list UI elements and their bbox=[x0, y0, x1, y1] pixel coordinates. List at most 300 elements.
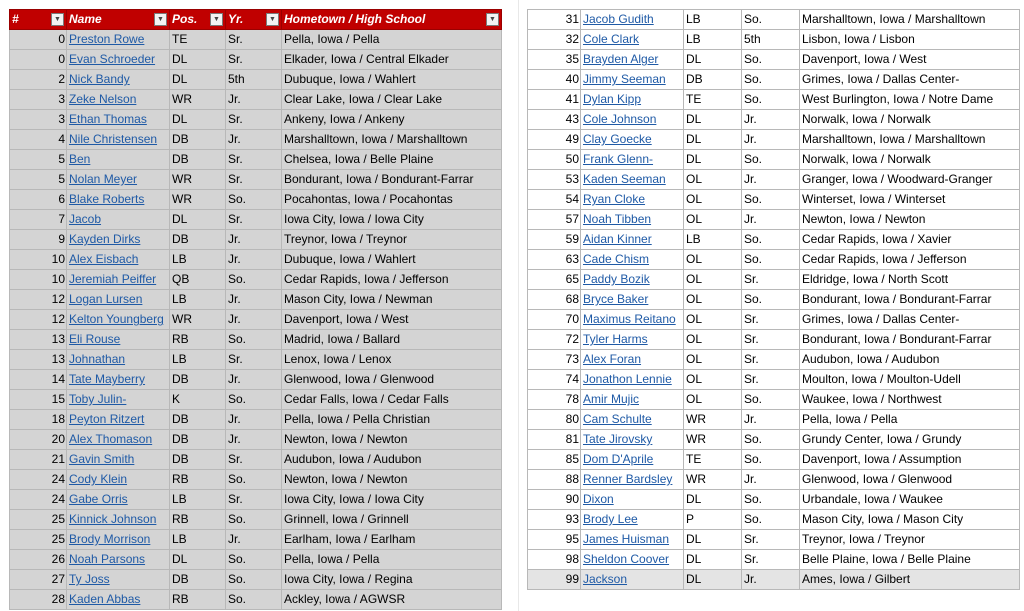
cell-number[interactable]: 31 bbox=[528, 10, 581, 30]
cell-year[interactable]: Jr. bbox=[742, 470, 800, 490]
cell-position[interactable]: DL bbox=[684, 530, 742, 550]
player-name-link[interactable]: Tate Jirovsky bbox=[583, 432, 653, 446]
player-name-link[interactable]: Tate Mayberry bbox=[69, 372, 146, 386]
cell-year[interactable]: 5th bbox=[226, 70, 282, 90]
cell-number[interactable]: 13 bbox=[10, 350, 67, 370]
cell-hometown[interactable]: West Burlington, Iowa / Notre Dame bbox=[800, 90, 1020, 110]
cell-number[interactable]: 49 bbox=[528, 130, 581, 150]
cell-number[interactable]: 59 bbox=[528, 230, 581, 250]
player-name-link[interactable]: Amir Mujic bbox=[583, 392, 639, 406]
cell-position[interactable]: DL bbox=[170, 70, 226, 90]
cell-position[interactable]: DB bbox=[170, 230, 226, 250]
cell-hometown[interactable]: Marshalltown, Iowa / Marshalltown bbox=[800, 10, 1020, 30]
cell-year[interactable]: So. bbox=[226, 190, 282, 210]
cell-year[interactable]: Sr. bbox=[226, 50, 282, 70]
cell-position[interactable]: K bbox=[170, 390, 226, 410]
cell-name[interactable] bbox=[581, 150, 684, 170]
cell-position[interactable]: LB bbox=[170, 530, 226, 550]
cell-position[interactable]: RB bbox=[170, 330, 226, 350]
cell-hometown[interactable]: Eldridge, Iowa / North Scott bbox=[800, 270, 1020, 290]
cell-number[interactable]: 43 bbox=[528, 110, 581, 130]
cell-hometown[interactable]: Norwalk, Iowa / Norwalk bbox=[800, 110, 1020, 130]
cell-year[interactable]: Sr. bbox=[742, 370, 800, 390]
cell-year[interactable]: Sr. bbox=[742, 310, 800, 330]
cell-year[interactable]: So. bbox=[742, 230, 800, 250]
cell-position[interactable]: DB bbox=[170, 430, 226, 450]
player-name-link[interactable]: Dixon bbox=[583, 492, 614, 506]
cell-name[interactable] bbox=[67, 350, 170, 370]
header-number[interactable]: # ▼ bbox=[10, 10, 67, 30]
player-name-link[interactable]: Ben bbox=[69, 152, 91, 166]
player-name-link[interactable]: Aidan Kinner bbox=[583, 232, 652, 246]
cell-number[interactable]: 32 bbox=[528, 30, 581, 50]
cell-year[interactable]: So. bbox=[742, 430, 800, 450]
cell-name[interactable] bbox=[581, 70, 684, 90]
cell-year[interactable]: Jr. bbox=[226, 90, 282, 110]
cell-year[interactable]: Sr. bbox=[226, 350, 282, 370]
cell-name[interactable] bbox=[581, 10, 684, 30]
cell-number[interactable]: 72 bbox=[528, 330, 581, 350]
cell-hometown[interactable]: Mason City, Iowa / Newman bbox=[282, 290, 502, 310]
cell-number[interactable]: 12 bbox=[10, 290, 67, 310]
cell-year[interactable]: Sr. bbox=[226, 110, 282, 130]
player-name-link[interactable]: Nolan Meyer bbox=[69, 172, 138, 186]
player-name-link[interactable]: Tyler Harms bbox=[583, 332, 648, 346]
cell-hometown[interactable]: Lisbon, Iowa / Lisbon bbox=[800, 30, 1020, 50]
player-name-link[interactable]: Gavin Smith bbox=[69, 452, 135, 466]
cell-name[interactable] bbox=[67, 130, 170, 150]
cell-position[interactable]: OL bbox=[684, 330, 742, 350]
cell-position[interactable]: DB bbox=[170, 370, 226, 390]
cell-year[interactable]: Jr. bbox=[226, 430, 282, 450]
cell-hometown[interactable]: Ankeny, Iowa / Ankeny bbox=[282, 110, 502, 130]
filter-active-icon[interactable]: ▼ bbox=[486, 13, 499, 26]
cell-number[interactable]: 28 bbox=[10, 590, 67, 610]
cell-position[interactable]: LB bbox=[684, 230, 742, 250]
cell-hometown[interactable]: Dubuque, Iowa / Wahlert bbox=[282, 250, 502, 270]
player-name-link[interactable]: Cole Johnson bbox=[583, 112, 657, 126]
player-name-link[interactable]: Alex Foran bbox=[583, 352, 642, 366]
cell-position[interactable]: OL bbox=[684, 310, 742, 330]
cell-hometown[interactable]: Pella, Iowa / Pella bbox=[282, 30, 502, 50]
player-name-link[interactable]: Frank Glenn- bbox=[583, 152, 654, 166]
player-name-link[interactable]: Nick Bandy bbox=[69, 72, 130, 86]
cell-hometown[interactable]: Treynor, Iowa / Treynor bbox=[282, 230, 502, 250]
header-position[interactable]: Pos. ▼ bbox=[170, 10, 226, 30]
cell-number[interactable]: 9 bbox=[10, 230, 67, 250]
cell-position[interactable]: DL bbox=[170, 550, 226, 570]
cell-name[interactable] bbox=[581, 330, 684, 350]
cell-year[interactable]: Jr. bbox=[226, 310, 282, 330]
cell-hometown[interactable]: Lenox, Iowa / Lenox bbox=[282, 350, 502, 370]
cell-name[interactable] bbox=[581, 550, 684, 570]
cell-year[interactable]: So. bbox=[742, 390, 800, 410]
cell-position[interactable]: TE bbox=[684, 450, 742, 470]
header-hometown[interactable]: Hometown / High School ▼ bbox=[282, 10, 502, 30]
cell-hometown[interactable]: Audubon, Iowa / Audubon bbox=[282, 450, 502, 470]
player-name-link[interactable]: Noah Tibben bbox=[583, 212, 652, 226]
cell-hometown[interactable]: Elkader, Iowa / Central Elkader bbox=[282, 50, 502, 70]
player-name-link[interactable]: Toby Julin- bbox=[69, 392, 127, 406]
cell-number[interactable]: 88 bbox=[528, 470, 581, 490]
player-name-link[interactable]: Jeremiah Peiffer bbox=[69, 272, 157, 286]
cell-name[interactable] bbox=[581, 250, 684, 270]
cell-number[interactable]: 35 bbox=[528, 50, 581, 70]
player-name-link[interactable]: Johnathan bbox=[69, 352, 126, 366]
cell-number[interactable]: 41 bbox=[528, 90, 581, 110]
cell-year[interactable]: So. bbox=[742, 450, 800, 470]
cell-year[interactable]: Jr. bbox=[226, 410, 282, 430]
cell-hometown[interactable]: Treynor, Iowa / Treynor bbox=[800, 530, 1020, 550]
cell-name[interactable] bbox=[581, 190, 684, 210]
cell-name[interactable] bbox=[67, 170, 170, 190]
cell-hometown[interactable]: Grundy Center, Iowa / Grundy bbox=[800, 430, 1020, 450]
cell-hometown[interactable]: Winterset, Iowa / Winterset bbox=[800, 190, 1020, 210]
cell-year[interactable]: So. bbox=[226, 570, 282, 590]
cell-position[interactable]: DL bbox=[684, 130, 742, 150]
cell-number[interactable]: 73 bbox=[528, 350, 581, 370]
cell-number[interactable]: 21 bbox=[10, 450, 67, 470]
cell-name[interactable] bbox=[581, 310, 684, 330]
cell-name[interactable] bbox=[67, 510, 170, 530]
player-name-link[interactable]: Renner Bardsley bbox=[583, 472, 673, 486]
cell-position[interactable]: TE bbox=[170, 30, 226, 50]
cell-number[interactable]: 63 bbox=[528, 250, 581, 270]
cell-position[interactable]: QB bbox=[170, 270, 226, 290]
cell-year[interactable]: Jr. bbox=[226, 530, 282, 550]
player-name-link[interactable]: Ethan Thomas bbox=[69, 112, 147, 126]
cell-name[interactable] bbox=[67, 490, 170, 510]
header-year[interactable]: Yr. ▼ bbox=[226, 10, 282, 30]
cell-number[interactable]: 15 bbox=[10, 390, 67, 410]
cell-position[interactable]: TE bbox=[684, 90, 742, 110]
cell-hometown[interactable]: Earlham, Iowa / Earlham bbox=[282, 530, 502, 550]
cell-year[interactable]: Sr. bbox=[742, 270, 800, 290]
cell-name[interactable] bbox=[581, 430, 684, 450]
player-name-link[interactable]: Cole Clark bbox=[583, 32, 640, 46]
cell-number[interactable]: 12 bbox=[10, 310, 67, 330]
player-name-link[interactable]: Logan Lursen bbox=[69, 292, 143, 306]
cell-name[interactable] bbox=[581, 30, 684, 50]
cell-name[interactable] bbox=[67, 530, 170, 550]
cell-number[interactable]: 0 bbox=[10, 50, 67, 70]
cell-number[interactable]: 2 bbox=[10, 70, 67, 90]
cell-name[interactable] bbox=[67, 90, 170, 110]
cell-year[interactable]: Sr. bbox=[226, 150, 282, 170]
cell-name[interactable] bbox=[581, 350, 684, 370]
cell-name[interactable] bbox=[67, 210, 170, 230]
cell-name[interactable] bbox=[581, 570, 684, 590]
cell-year[interactable]: Jr. bbox=[742, 110, 800, 130]
cell-hometown[interactable]: Iowa City, Iowa / Iowa City bbox=[282, 210, 502, 230]
cell-position[interactable]: RB bbox=[170, 590, 226, 610]
cell-number[interactable]: 25 bbox=[10, 510, 67, 530]
cell-hometown[interactable]: Cedar Rapids, Iowa / Jefferson bbox=[800, 250, 1020, 270]
cell-name[interactable] bbox=[581, 470, 684, 490]
player-name-link[interactable]: Maximus Reitano bbox=[583, 312, 676, 326]
cell-year[interactable]: So. bbox=[226, 270, 282, 290]
cell-hometown[interactable]: Glenwood, Iowa / Glenwood bbox=[282, 370, 502, 390]
cell-hometown[interactable]: Madrid, Iowa / Ballard bbox=[282, 330, 502, 350]
cell-position[interactable]: LB bbox=[170, 490, 226, 510]
cell-name[interactable] bbox=[67, 310, 170, 330]
cell-hometown[interactable]: Ackley, Iowa / AGWSR bbox=[282, 590, 502, 610]
cell-year[interactable]: Jr. bbox=[742, 570, 800, 590]
cell-hometown[interactable]: Marshalltown, Iowa / Marshalltown bbox=[282, 130, 502, 150]
cell-hometown[interactable]: Dubuque, Iowa / Wahlert bbox=[282, 70, 502, 90]
cell-name[interactable] bbox=[581, 270, 684, 290]
cell-name[interactable] bbox=[581, 510, 684, 530]
cell-number[interactable]: 50 bbox=[528, 150, 581, 170]
cell-number[interactable]: 65 bbox=[528, 270, 581, 290]
cell-number[interactable]: 81 bbox=[528, 430, 581, 450]
cell-number[interactable]: 26 bbox=[10, 550, 67, 570]
cell-year[interactable]: So. bbox=[742, 510, 800, 530]
player-name-link[interactable]: Noah Parsons bbox=[69, 552, 146, 566]
cell-year[interactable]: So. bbox=[226, 590, 282, 610]
player-name-link[interactable]: Kelton Youngberg bbox=[69, 312, 164, 326]
cell-number[interactable]: 3 bbox=[10, 90, 67, 110]
cell-hometown[interactable]: Newton, Iowa / Newton bbox=[800, 210, 1020, 230]
player-name-link[interactable]: Kaden Abbas bbox=[69, 592, 141, 606]
cell-year[interactable]: Sr. bbox=[226, 490, 282, 510]
cell-hometown[interactable]: Marshalltown, Iowa / Marshalltown bbox=[800, 130, 1020, 150]
cell-hometown[interactable]: Grimes, Iowa / Dallas Center- bbox=[800, 70, 1020, 90]
player-name-link[interactable]: Ryan Cloke bbox=[583, 192, 646, 206]
cell-name[interactable] bbox=[67, 270, 170, 290]
cell-name[interactable] bbox=[67, 30, 170, 50]
player-name-link[interactable]: Sheldon Coover bbox=[583, 552, 670, 566]
cell-name[interactable] bbox=[67, 390, 170, 410]
cell-position[interactable]: OL bbox=[684, 250, 742, 270]
cell-hometown[interactable]: Granger, Iowa / Woodward-Granger bbox=[800, 170, 1020, 190]
cell-year[interactable]: So. bbox=[742, 70, 800, 90]
cell-position[interactable]: WR bbox=[170, 190, 226, 210]
cell-year[interactable]: So. bbox=[742, 10, 800, 30]
player-name-link[interactable]: Clay Goecke bbox=[583, 132, 652, 146]
cell-hometown[interactable]: Iowa City, Iowa / Regina bbox=[282, 570, 502, 590]
cell-position[interactable]: DL bbox=[684, 550, 742, 570]
cell-year[interactable]: Sr. bbox=[226, 450, 282, 470]
cell-hometown[interactable]: Ames, Iowa / Gilbert bbox=[800, 570, 1020, 590]
cell-year[interactable]: Sr. bbox=[742, 330, 800, 350]
cell-number[interactable]: 5 bbox=[10, 170, 67, 190]
cell-number[interactable]: 40 bbox=[528, 70, 581, 90]
player-name-link[interactable]: Gabe Orris bbox=[69, 492, 128, 506]
cell-position[interactable]: LB bbox=[170, 290, 226, 310]
cell-position[interactable]: DB bbox=[170, 450, 226, 470]
cell-hometown[interactable]: Pella, Iowa / Pella bbox=[282, 550, 502, 570]
player-name-link[interactable]: Dylan Kipp bbox=[583, 92, 642, 106]
cell-position[interactable]: DL bbox=[684, 110, 742, 130]
cell-number[interactable]: 54 bbox=[528, 190, 581, 210]
cell-year[interactable]: Sr. bbox=[226, 170, 282, 190]
player-name-link[interactable]: Evan Schroeder bbox=[69, 52, 156, 66]
cell-number[interactable]: 78 bbox=[528, 390, 581, 410]
cell-year[interactable]: Jr. bbox=[742, 130, 800, 150]
cell-name[interactable] bbox=[67, 230, 170, 250]
cell-year[interactable]: Jr. bbox=[226, 230, 282, 250]
cell-hometown[interactable]: Cedar Rapids, Iowa / Xavier bbox=[800, 230, 1020, 250]
cell-position[interactable]: P bbox=[684, 510, 742, 530]
cell-number[interactable]: 74 bbox=[528, 370, 581, 390]
player-name-link[interactable]: Paddy Bozik bbox=[583, 272, 650, 286]
cell-position[interactable]: DL bbox=[684, 150, 742, 170]
cell-hometown[interactable]: Waukee, Iowa / Northwest bbox=[800, 390, 1020, 410]
cell-year[interactable]: Sr. bbox=[742, 550, 800, 570]
cell-name[interactable] bbox=[67, 430, 170, 450]
cell-number[interactable]: 7 bbox=[10, 210, 67, 230]
cell-name[interactable] bbox=[581, 490, 684, 510]
cell-year[interactable]: So. bbox=[742, 290, 800, 310]
player-name-link[interactable]: Brody Lee bbox=[583, 512, 638, 526]
cell-number[interactable]: 99 bbox=[528, 570, 581, 590]
player-name-link[interactable]: Ty Joss bbox=[69, 572, 110, 586]
cell-year[interactable]: So. bbox=[742, 250, 800, 270]
cell-hometown[interactable]: Mason City, Iowa / Mason City bbox=[800, 510, 1020, 530]
cell-year[interactable]: Jr. bbox=[226, 370, 282, 390]
cell-hometown[interactable]: Newton, Iowa / Newton bbox=[282, 470, 502, 490]
cell-name[interactable] bbox=[67, 110, 170, 130]
cell-position[interactable]: DL bbox=[684, 570, 742, 590]
cell-year[interactable]: So. bbox=[742, 150, 800, 170]
cell-hometown[interactable]: Pella, Iowa / Pella Christian bbox=[282, 410, 502, 430]
player-name-link[interactable]: Kinnick Johnson bbox=[69, 512, 157, 526]
cell-number[interactable]: 90 bbox=[528, 490, 581, 510]
cell-position[interactable]: OL bbox=[684, 210, 742, 230]
cell-hometown[interactable]: Bondurant, Iowa / Bondurant-Farrar bbox=[282, 170, 502, 190]
cell-position[interactable]: OL bbox=[684, 390, 742, 410]
cell-position[interactable]: OL bbox=[684, 350, 742, 370]
cell-number[interactable]: 10 bbox=[10, 270, 67, 290]
cell-number[interactable]: 85 bbox=[528, 450, 581, 470]
cell-number[interactable]: 13 bbox=[10, 330, 67, 350]
player-name-link[interactable]: Cody Klein bbox=[69, 472, 128, 486]
cell-name[interactable] bbox=[67, 570, 170, 590]
cell-position[interactable]: WR bbox=[170, 90, 226, 110]
cell-position[interactable]: DB bbox=[170, 150, 226, 170]
cell-position[interactable]: DB bbox=[170, 410, 226, 430]
cell-year[interactable]: 5th bbox=[742, 30, 800, 50]
cell-hometown[interactable]: Moulton, Iowa / Moulton-Udell bbox=[800, 370, 1020, 390]
player-name-link[interactable]: Jacob Gudith bbox=[583, 12, 654, 26]
cell-position[interactable]: DL bbox=[684, 50, 742, 70]
cell-hometown[interactable]: Grimes, Iowa / Dallas Center- bbox=[800, 310, 1020, 330]
cell-name[interactable] bbox=[67, 250, 170, 270]
player-name-link[interactable]: Eli Rouse bbox=[69, 332, 121, 346]
player-name-link[interactable]: Kaden Seeman bbox=[583, 172, 666, 186]
player-name-link[interactable]: Jimmy Seeman bbox=[583, 72, 666, 86]
cell-position[interactable]: OL bbox=[684, 190, 742, 210]
cell-number[interactable]: 95 bbox=[528, 530, 581, 550]
cell-number[interactable]: 18 bbox=[10, 410, 67, 430]
player-name-link[interactable]: Blake Roberts bbox=[69, 192, 145, 206]
cell-hometown[interactable]: Pocahontas, Iowa / Pocahontas bbox=[282, 190, 502, 210]
cell-number[interactable]: 93 bbox=[528, 510, 581, 530]
cell-number[interactable]: 20 bbox=[10, 430, 67, 450]
cell-number[interactable]: 27 bbox=[10, 570, 67, 590]
cell-position[interactable]: DB bbox=[170, 570, 226, 590]
cell-name[interactable] bbox=[581, 110, 684, 130]
player-name-link[interactable]: Nile Christensen bbox=[69, 132, 158, 146]
cell-position[interactable]: DL bbox=[170, 50, 226, 70]
cell-number[interactable]: 68 bbox=[528, 290, 581, 310]
cell-year[interactable]: Jr. bbox=[742, 170, 800, 190]
cell-position[interactable]: DL bbox=[684, 490, 742, 510]
cell-year[interactable]: Sr. bbox=[226, 30, 282, 50]
player-name-link[interactable]: Preston Rowe bbox=[69, 32, 145, 46]
cell-hometown[interactable]: Chelsea, Iowa / Belle Plaine bbox=[282, 150, 502, 170]
player-name-link[interactable]: Kayden Dirks bbox=[69, 232, 141, 246]
cell-position[interactable]: WR bbox=[684, 470, 742, 490]
cell-year[interactable]: Sr. bbox=[742, 530, 800, 550]
cell-hometown[interactable]: Davenport, Iowa / Assumption bbox=[800, 450, 1020, 470]
player-name-link[interactable]: Cade Chism bbox=[583, 252, 650, 266]
cell-hometown[interactable]: Urbandale, Iowa / Waukee bbox=[800, 490, 1020, 510]
cell-name[interactable] bbox=[67, 50, 170, 70]
cell-position[interactable]: DL bbox=[170, 110, 226, 130]
cell-position[interactable]: OL bbox=[684, 370, 742, 390]
cell-position[interactable]: OL bbox=[684, 170, 742, 190]
cell-name[interactable] bbox=[581, 450, 684, 470]
player-name-link[interactable]: James Huisman bbox=[583, 532, 670, 546]
header-name[interactable]: Name ▼ bbox=[67, 10, 170, 30]
player-name-link[interactable]: Zeke Nelson bbox=[69, 92, 137, 106]
cell-position[interactable]: DL bbox=[170, 210, 226, 230]
cell-number[interactable]: 24 bbox=[10, 490, 67, 510]
cell-position[interactable]: DB bbox=[684, 70, 742, 90]
cell-position[interactable]: RB bbox=[170, 510, 226, 530]
cell-position[interactable]: RB bbox=[170, 470, 226, 490]
cell-hometown[interactable]: Audubon, Iowa / Audubon bbox=[800, 350, 1020, 370]
cell-year[interactable]: So. bbox=[742, 190, 800, 210]
filter-dropdown-icon[interactable]: ▼ bbox=[266, 13, 279, 26]
cell-number[interactable]: 3 bbox=[10, 110, 67, 130]
cell-number[interactable]: 0 bbox=[10, 30, 67, 50]
cell-hometown[interactable]: Bondurant, Iowa / Bondurant-Farrar bbox=[800, 290, 1020, 310]
cell-hometown[interactable]: Glenwood, Iowa / Glenwood bbox=[800, 470, 1020, 490]
cell-position[interactable]: LB bbox=[684, 10, 742, 30]
cell-name[interactable] bbox=[67, 70, 170, 90]
cell-year[interactable]: So. bbox=[226, 550, 282, 570]
cell-hometown[interactable]: Cedar Rapids, Iowa / Jefferson bbox=[282, 270, 502, 290]
cell-name[interactable] bbox=[67, 150, 170, 170]
cell-name[interactable] bbox=[67, 550, 170, 570]
cell-year[interactable]: So. bbox=[742, 90, 800, 110]
filter-dropdown-icon[interactable]: ▼ bbox=[51, 13, 64, 26]
cell-hometown[interactable]: Davenport, Iowa / West bbox=[800, 50, 1020, 70]
filter-dropdown-icon[interactable]: ▼ bbox=[210, 13, 223, 26]
cell-year[interactable]: So. bbox=[226, 510, 282, 530]
cell-year[interactable]: So. bbox=[226, 330, 282, 350]
player-name-link[interactable]: Alex Eisbach bbox=[69, 252, 139, 266]
player-name-link[interactable]: Brody Morrison bbox=[69, 532, 151, 546]
cell-hometown[interactable]: Norwalk, Iowa / Norwalk bbox=[800, 150, 1020, 170]
player-name-link[interactable]: Peyton Ritzert bbox=[69, 412, 145, 426]
cell-hometown[interactable]: Pella, Iowa / Pella bbox=[800, 410, 1020, 430]
cell-number[interactable]: 6 bbox=[10, 190, 67, 210]
cell-position[interactable]: OL bbox=[684, 290, 742, 310]
cell-name[interactable] bbox=[67, 190, 170, 210]
cell-year[interactable]: Sr. bbox=[742, 350, 800, 370]
cell-hometown[interactable]: Iowa City, Iowa / Iowa City bbox=[282, 490, 502, 510]
player-name-link[interactable]: Alex Thomason bbox=[69, 432, 153, 446]
cell-year[interactable]: So. bbox=[742, 50, 800, 70]
cell-number[interactable]: 70 bbox=[528, 310, 581, 330]
cell-name[interactable] bbox=[581, 50, 684, 70]
cell-position[interactable]: LB bbox=[684, 30, 742, 50]
cell-number[interactable]: 5 bbox=[10, 150, 67, 170]
